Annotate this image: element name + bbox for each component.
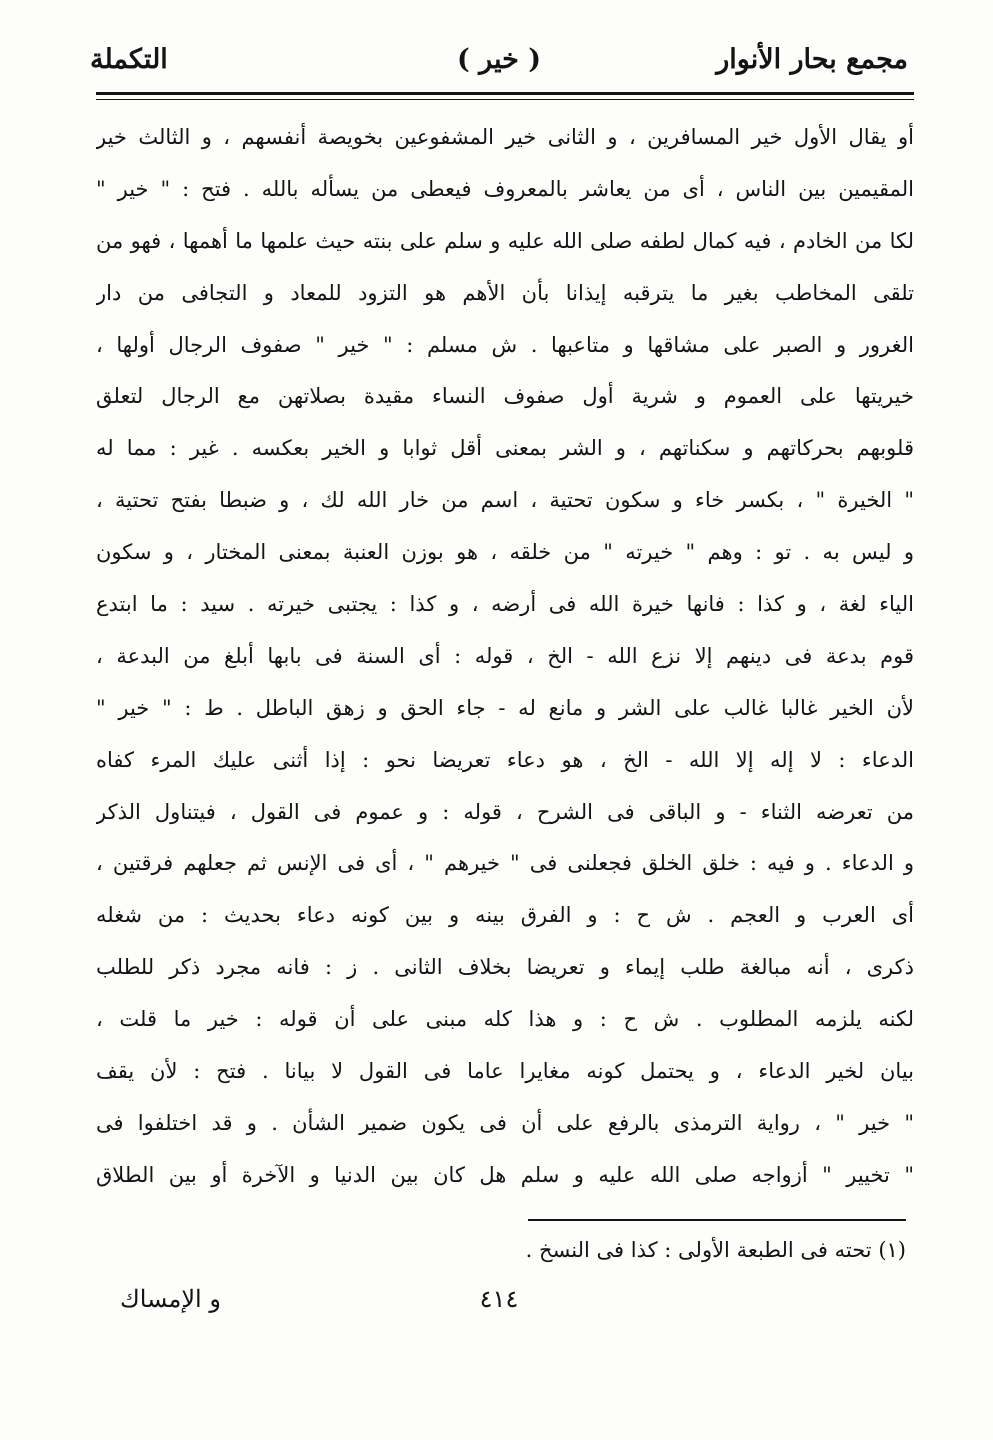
text-line: " الخيرة " ، بكسر خاء و سكون تحتية ، اسم من خار الله لك ، و ضبطا بفتح تحتية ، (96, 488, 914, 513)
text-line: من تعرضه الثناء - و الباقى فى الشرح ، قوله : و عموم فى القول ، فيتناول الذكر (96, 799, 914, 824)
text-line: قلوبهم بحركاتهم و سكناتهم ، و الشر بمعنى أقل ثوابا و الخير بعكسه . غير : مما له (96, 436, 914, 461)
main-text (96, 112, 914, 1202)
text-line: الغرور و الصبر على مشاقها و متاعبها . ش مسلم : " خير " صفوف الرجال أولها ، (96, 332, 914, 357)
section-title: التكملة (90, 44, 168, 75)
text-line: أو يقال الأول خير المسافرين ، و الثانى خير المشفوعين بخويصة أنفسهم ، و الثالث خير (96, 125, 914, 149)
text-line: لكا من الخادم ، فيه كمال لطفه صلى الله عليه و سلم على بنته حيث علمها ما أهمها ، فهو من (96, 228, 914, 253)
text-line: ذكرى ، أنه مبالغة طلب إيماء و تعريضا بخلاف الثانى . ز : فانه مجرد ذكر للطلب (96, 955, 914, 980)
book-title: مجمع بحار الأنوار (716, 44, 908, 75)
text-line: و الدعاء . و فيه : خلق الخلق فجعلنى فى " خيرهم " ، أى فى الإنس ثم جعلهم فرقتين ، (96, 851, 914, 876)
text-line: خيريتها على العموم و شرية أول صفوف النساء مقيدة بصلاتهن مع الرجال لتعلق (96, 384, 914, 409)
text-line: لكنه يلزمه المطلوب . ش ح : و هذا كله مبنى على أن قوله : خير ما قلت ، (96, 1007, 914, 1032)
page-number: ٤١٤ (479, 1285, 519, 1313)
text-line: و ليس به . تو : وهم " خيرته " من خلقه ، هو بوزن العنبة بمعنى المختار ، و سكون (96, 540, 914, 565)
header-rule-thin (96, 99, 914, 100)
text-line: قوم بدعة فى دينهم إلا نزع الله - الخ ، قوله : أى السنة فى بابها أبلغ من البدعة ، (96, 643, 914, 668)
page-footer (90, 1285, 908, 1325)
footnote: (١) تحته فى الطبعة الأولى : كذا فى النسخ . (525, 1238, 906, 1262)
running-header (90, 38, 908, 88)
text-line: أى العرب و العجم . ش ح : و الفرق بينه و بين كونه دعاء بحديث : من شغله (96, 903, 914, 928)
footnote-rule (528, 1219, 906, 1221)
text-line: لأن الخير غالبا غالب على الشر و مانع له - جاء الحق و زهق الباطل . ط : " خير " (96, 695, 914, 720)
text-line: بيان لخير الدعاء ، و يحتمل كونه مغايرا عاما فى القول لا بيانا . فتح : لأن يقف (96, 1059, 914, 1084)
text-line: المقيمين بين الناس ، أى من يعاشر بالمعروف فيعطى من يسأله بالله . فتح : " خير " (96, 176, 914, 201)
text-line: الياء لغة ، و كذا : فانها خيرة الله فى أرضه ، و كذا : يجتبى خيرته . سيد : ما ابتدع (96, 592, 914, 617)
header-rule-thick (96, 92, 914, 95)
text-line: " تخيير " أزواجه صلى الله عليه و سلم هل كان بين الدنيا و الآخرة أو بين الطلاق (96, 1162, 914, 1187)
text-line: " خير " ، رواية الترمذى بالرفع على أن فى يكون ضمير الشأن . و قد اختلفوا فى (96, 1110, 914, 1135)
catchword: و الإمساك (120, 1285, 221, 1313)
entry-heading: ( خير ) (456, 44, 542, 75)
text-line: الدعاء : لا إله إلا الله - الخ ، هو دعاء تعريضا نحو : إذا أثنى عليك المرء كفاه (96, 747, 914, 772)
text-line: تلقى المخاطب بغير ما يترقبه إيذانا بأن الأهم هو التزود للمعاد و التجافى من دار (96, 280, 914, 305)
